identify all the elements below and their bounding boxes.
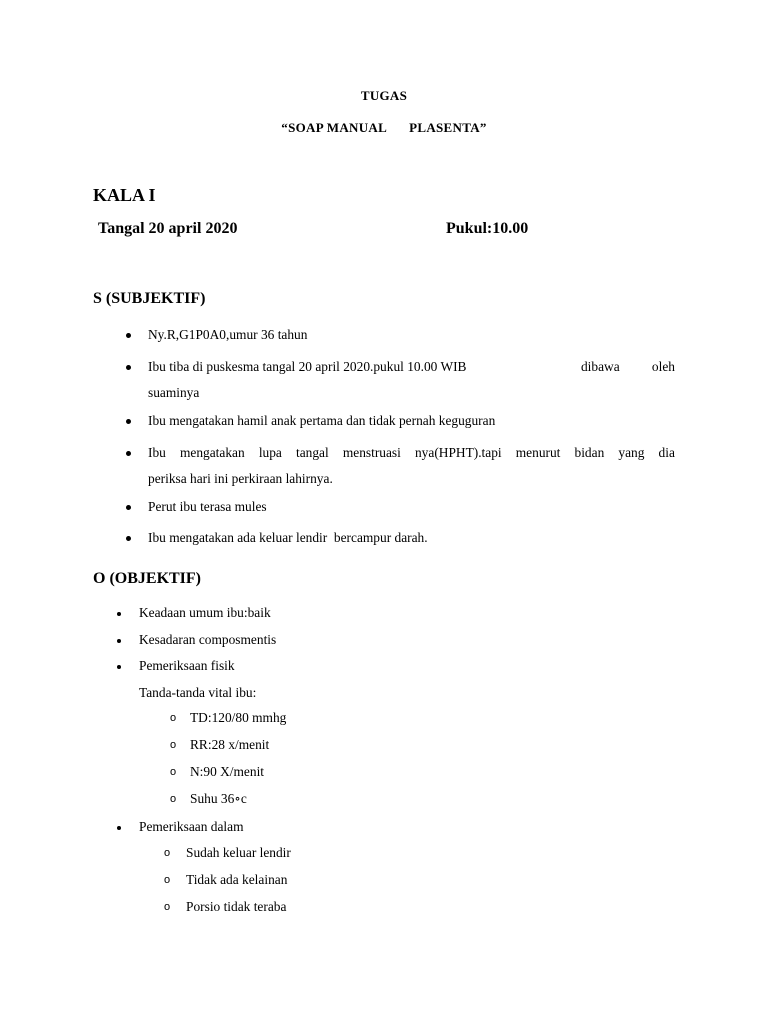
vital-item: N:90 X/menit: [190, 764, 265, 779]
word: Ibu: [148, 445, 166, 460]
item-line-part: oleh: [651, 359, 675, 374]
word: menstruasi: [342, 445, 401, 460]
subjektif-item: Ny.R,G1P0A0,umur 36 tahun: [148, 327, 308, 342]
vital-label: Tanda-tanda vital ibu:: [139, 685, 257, 700]
subjektif-item: [148, 440, 675, 492]
bullet-icon: [126, 333, 131, 338]
dalam-item: Sudah keluar lendir: [186, 845, 291, 860]
subjektif-item: Perut ibu terasa mules: [148, 499, 267, 514]
subjektif-heading: S (SUBJEKTIF): [93, 290, 206, 307]
bullet-icon: [126, 451, 131, 456]
word: tangal: [296, 445, 329, 460]
vital-item: Suhu 36∘c: [190, 791, 247, 806]
bullet-icon: [126, 505, 131, 510]
doc-title: TUGAS: [360, 88, 408, 103]
word: dia: [658, 445, 675, 460]
objektif-item: Pemeriksaan fisik: [139, 658, 235, 673]
word: menurut: [515, 445, 561, 460]
time-text: Pukul:10.00: [446, 220, 529, 237]
circle-bullet-icon: o: [170, 739, 177, 751]
dalam-item: Porsio tidak teraba: [186, 899, 287, 914]
word: lupa: [258, 445, 282, 460]
objektif-item: Pemeriksaan dalam: [139, 819, 244, 834]
circle-bullet-icon: o: [170, 793, 177, 805]
objektif-item: Kesadaran composmentis: [139, 632, 277, 647]
subjektif-item: Ibu mengatakan ada keluar lendir bercampur darah.: [148, 530, 428, 545]
item-line-part: dibawa: [580, 359, 620, 374]
subjektif-item: Ibu mengatakan hamil anak pertama dan tidak pernah keguguran: [148, 413, 496, 428]
item-line-2: periksa hari ini perkiraan lahirnya.: [148, 471, 333, 486]
vital-item: RR:28 x/menit: [190, 737, 270, 752]
word: yang: [618, 445, 645, 460]
doc-subtitle: [0, 120, 768, 136]
bullet-icon: [117, 612, 121, 616]
objektif-heading: O (OBJEKTIF): [93, 570, 202, 587]
bullet-icon: [126, 365, 131, 370]
item-line-part: Ibu tiba di puskesma tangal 20 april 2020.pukul 10.00 WIB: [148, 359, 467, 374]
circle-bullet-icon: o: [170, 766, 177, 778]
date-text: Tangal 20 april 2020: [98, 220, 238, 237]
bullet-icon: [126, 419, 131, 424]
circle-bullet-icon: o: [164, 901, 171, 913]
circle-bullet-icon: o: [164, 847, 171, 859]
word: nya(HPHT).tapi: [414, 445, 502, 460]
objektif-item: Keadaan umum ibu:baik: [139, 605, 271, 620]
bullet-icon: [117, 826, 121, 830]
vital-item: TD:120/80 mmhg: [190, 710, 287, 725]
circle-bullet-icon: o: [170, 712, 177, 724]
subtitle-part-1: “SOAP MANUAL: [281, 120, 388, 135]
kala-heading: KALA I: [93, 185, 156, 205]
subtitle-part-2: PLASENTA”: [409, 120, 487, 135]
word: mengatakan: [179, 445, 245, 460]
word: bidan: [574, 445, 605, 460]
circle-bullet-icon: o: [164, 874, 171, 886]
item-line-2: suaminya: [148, 385, 200, 400]
dalam-item: Tidak ada kelainan: [186, 872, 288, 887]
subjektif-item: [148, 354, 675, 406]
bullet-icon: [117, 639, 121, 643]
bullet-icon: [126, 536, 131, 541]
bullet-icon: [117, 665, 121, 669]
